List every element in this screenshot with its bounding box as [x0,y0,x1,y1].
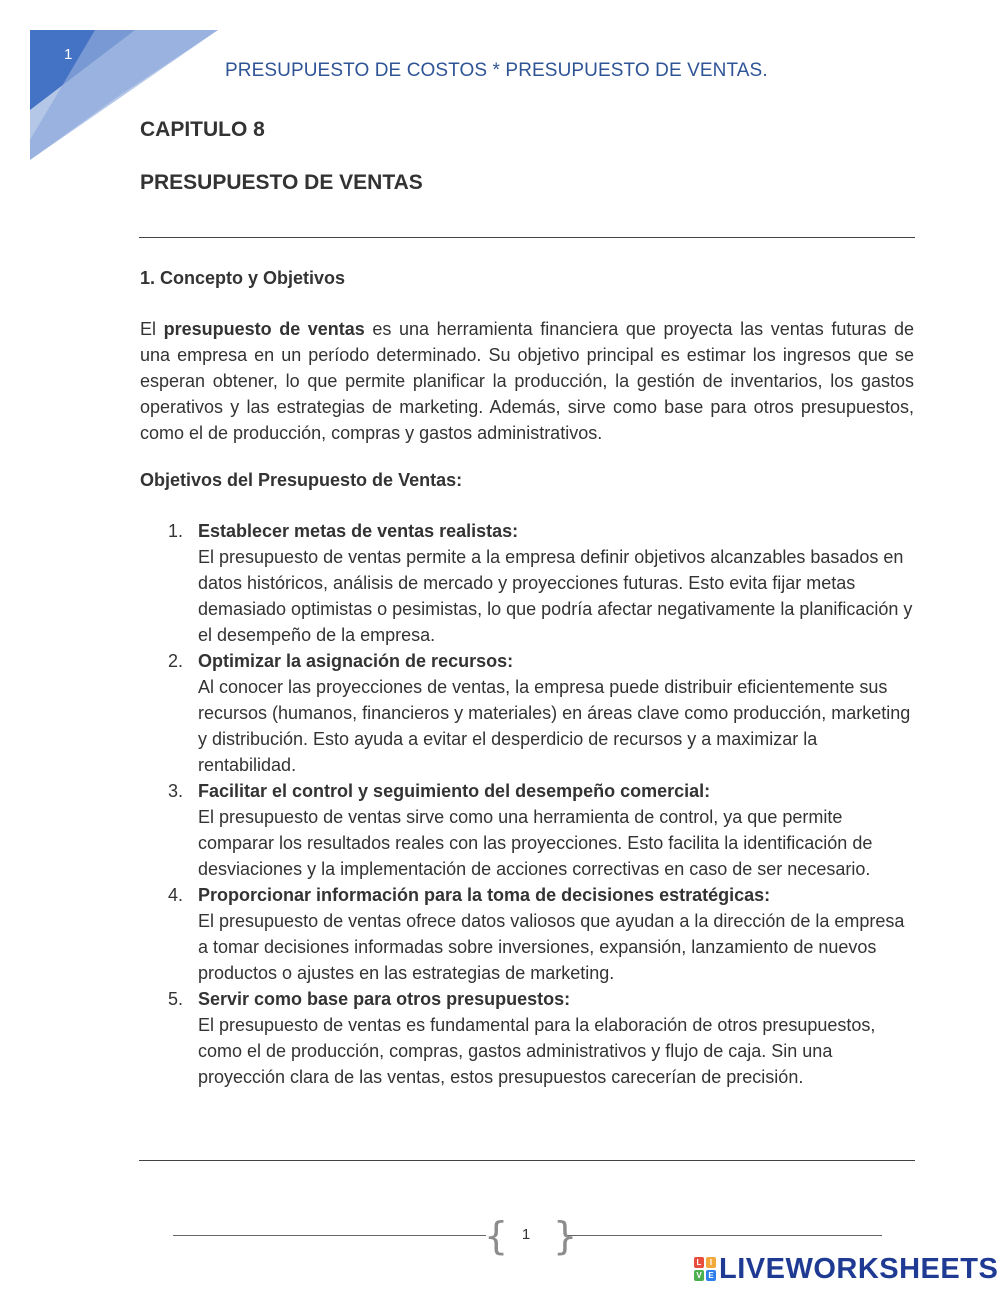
logo-letter: E [706,1270,716,1281]
footer-line-right [567,1235,882,1236]
footer-bracket-right: } [553,1214,578,1258]
intro-bold-term: presupuesto de ventas [163,319,365,339]
objectives-list [140,518,915,1090]
item-title: Proporcionar información para la toma de decisiones estratégicas: [198,885,771,905]
header-title: PRESUPUESTO DE COSTOS * PRESUPUESTO DE VENTAS. [225,60,768,81]
section-heading: 1. Concepto y Objetivos [140,268,346,288]
item-number: 2. [168,651,184,671]
item-number: 3. [168,781,184,801]
liveworksheets-logo [694,1252,998,1286]
objectives-heading: Objetivos del Presupuesto de Ventas: [140,470,463,490]
item-text: El presupuesto de ventas ofrece datos valiosos que ayudan a la dirección de la empresa a tomar decisiones informadas sobre inversiones, expansión, lanzamiento de nuevos productos o ajustes en las estrategias de marketing. [198,911,905,983]
item-number: 1. [168,521,184,541]
logo-letter: V [694,1270,704,1281]
list-item [140,778,915,882]
item-number: 5. [168,989,184,1009]
item-title: Facilitar el control y seguimiento del desempeño comercial: [198,781,711,801]
chapter-title: PRESUPUESTO DE VENTAS [140,171,423,194]
intro-rest: es una herramienta financiera que proyecta las ventas futuras de una empresa en un período determinado. Su objetivo principal es estimar los ingresos que se esperan obtener, lo que permite planificar la producción, la gestión de inventarios, los gastos operativos y las estrategias de marketing. Además, sirve como base para otros presupuestos, como el de producción, compras y gastos administrativos. [140,319,914,443]
logo-letter: L [694,1257,704,1268]
item-title: Establecer metas de ventas realistas: [198,521,519,541]
item-text: El presupuesto de ventas sirve como una herramienta de control, ya que permite comparar los resultados reales con las proyecciones. Esto facilita la identificación de desviaciones y la implementación de acciones correctivas en caso de ser necesario. [198,807,873,879]
footer-bracket-left: { [484,1214,509,1258]
top-divider [139,237,915,238]
bottom-divider [139,1160,915,1161]
list-item [140,518,915,648]
list-item [140,882,915,986]
item-text: El presupuesto de ventas permite a la empresa definir objetivos alcanzables basados en datos históricos, análisis de mercado y proyecciones futuras. Esto evita fijar metas demasiado optimistas o pesimistas, lo que podría afectar negativamente la planificación y el desempeño de la empresa. [198,547,913,645]
item-text: Al conocer las proyecciones de ventas, la empresa puede distribuir eficientemente sus recursos (humanos, financieros y materiales) en áreas clave como producción, marketing y distribución. Esto ayuda a evitar el desperdicio de recursos y a maximizar la rentabilidad. [198,677,911,775]
corner-page-number: 1 [64,46,73,63]
logo-icon [694,1257,716,1281]
logo-letter: I [706,1257,716,1268]
item-number: 4. [168,885,184,905]
list-item [140,648,915,778]
brand-name: LIVEWORKSHEETS [719,1252,999,1285]
item-title: Optimizar la asignación de recursos: [198,651,514,671]
corner-decoration [0,0,230,170]
footer-page-number: 1 [521,1226,531,1243]
intro-lead: El [140,319,164,339]
footer-line-left [173,1235,486,1236]
list-item [140,986,915,1090]
chapter-label: CAPITULO 8 [140,118,265,141]
item-title: Servir como base para otros presupuestos: [198,989,571,1009]
intro-paragraph [140,316,914,446]
item-text: El presupuesto de ventas es fundamental para la elaboración de otros presupuestos, como el de producción, compras, gastos administrativos y flujo de caja. Sin una proyección clara de las ventas, estos presupuestos carecerían de precisión. [198,1015,876,1087]
